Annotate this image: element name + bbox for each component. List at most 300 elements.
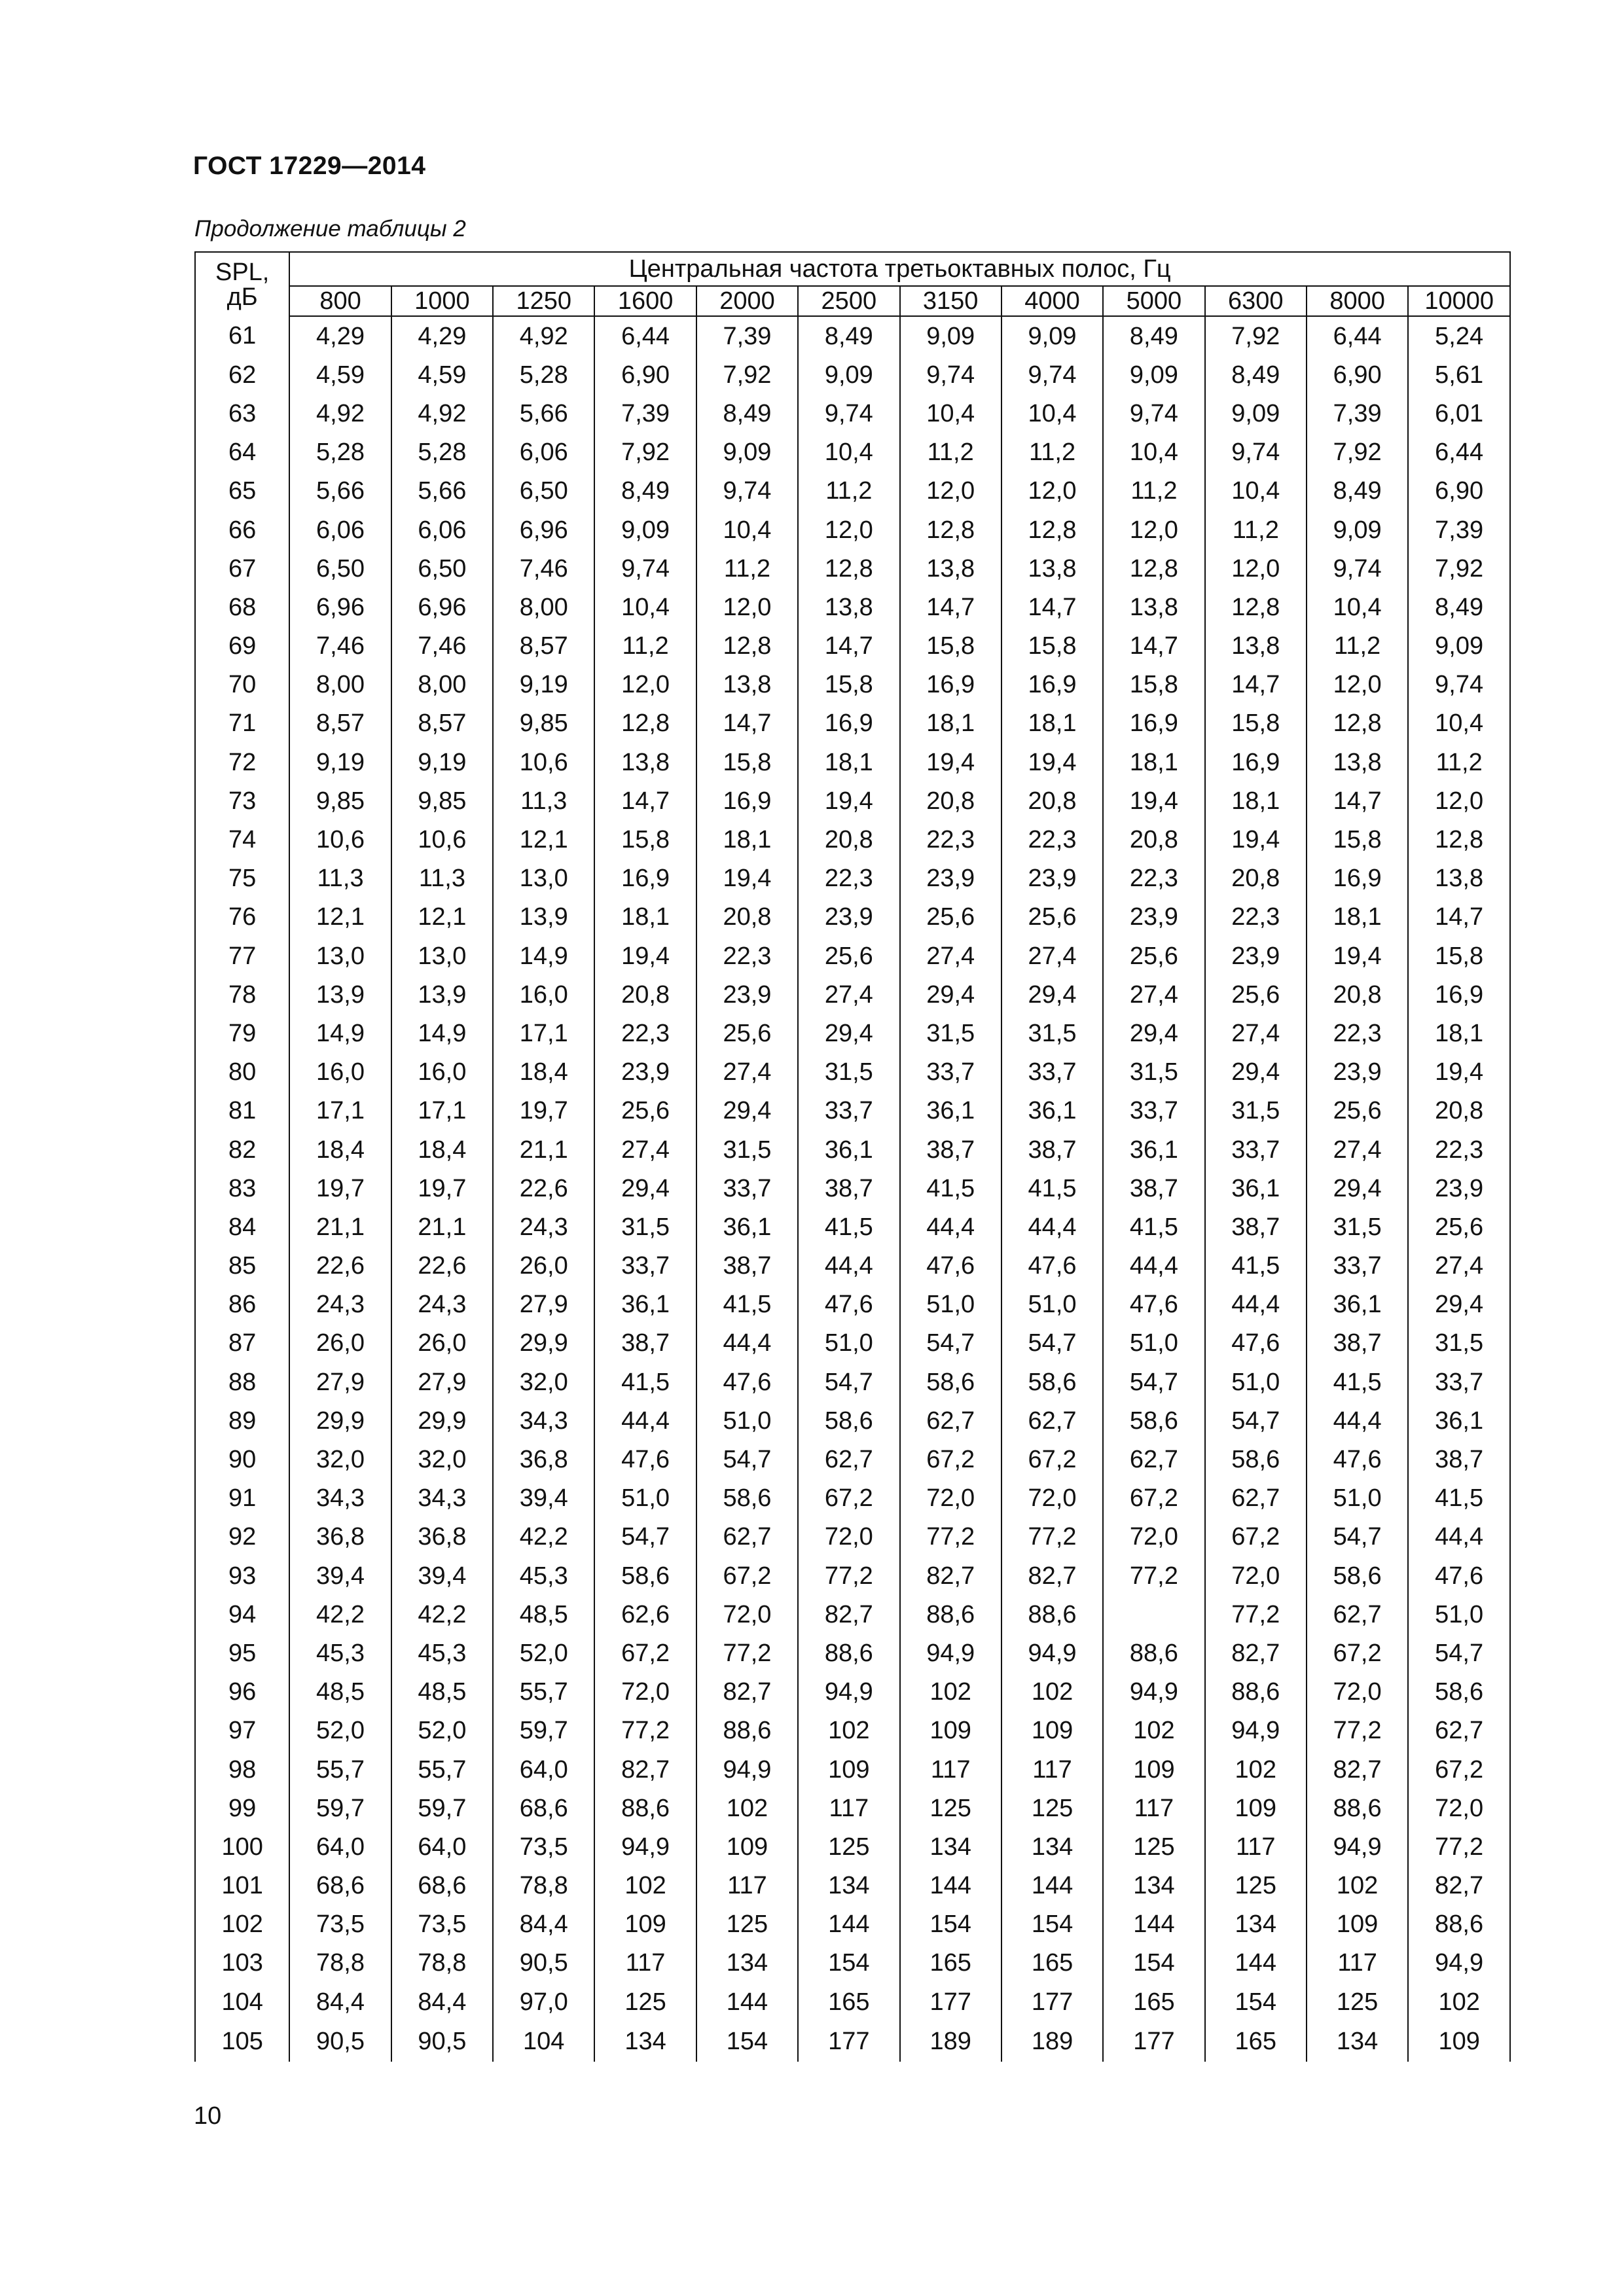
table-cell: 82,7 [1307,1750,1408,1789]
table-cell: 154 [798,1944,899,1982]
table-cell: 38,7 [1001,1130,1103,1169]
table-cell: 58,6 [594,1556,696,1595]
table-cell: 44,4 [594,1401,696,1440]
table-cell: 58,6 [696,1479,798,1518]
table-cell: 7,46 [289,627,391,666]
table-cell: 11,3 [289,859,391,898]
table-row [195,1595,1510,1634]
table-cell: 94,9 [1103,1673,1204,1712]
table-cell: 10,6 [493,743,594,781]
spl-value-cell: 76 [195,898,289,937]
table-cell: 6,01 [1408,394,1510,433]
spl-value-cell: 68 [195,588,289,626]
table-cell: 16,9 [594,859,696,898]
table-cell: 22,3 [1307,1014,1408,1052]
frequency-header-cell: 1600 [594,286,696,316]
table-cell: 38,7 [1307,1324,1408,1363]
table-cell: 29,4 [1001,975,1103,1014]
table-cell: 72,0 [1001,1479,1103,1518]
table-cell: 22,6 [289,1247,391,1285]
table-cell: 19,4 [696,859,798,898]
table-cell: 72,0 [696,1595,798,1634]
table-cell: 10,6 [289,820,391,859]
table-cell: 20,8 [900,781,1001,820]
table-cell: 15,8 [900,627,1001,666]
table-cell: 47,6 [696,1363,798,1401]
table-cell: 117 [1307,1944,1408,1982]
table-cell: 12,0 [1307,666,1408,704]
table-cell: 7,92 [1307,433,1408,472]
spl-value-cell: 65 [195,472,289,511]
table-cell: 8,49 [1103,316,1204,355]
table-cell: 109 [1103,1750,1204,1789]
table-cell: 14,9 [289,1014,391,1052]
table-cell: 5,66 [391,472,493,511]
table-cell: 5,61 [1408,355,1510,394]
table-cell: 27,9 [391,1363,493,1401]
table-cell: 24,3 [391,1285,493,1324]
table-cell: 6,44 [1307,316,1408,355]
table-cell: 68,6 [493,1789,594,1827]
table-cell: 27,4 [798,975,899,1014]
table-cell: 12,0 [900,472,1001,511]
table-cell: 78,8 [289,1944,391,1982]
table-row [195,1014,1510,1052]
table-cell: 4,59 [391,355,493,394]
table-cell: 15,8 [1205,704,1307,743]
table-cell: 11,3 [391,859,493,898]
table-cell: 117 [1001,1750,1103,1789]
table-cell: 16,9 [696,781,798,820]
table-cell [1103,1595,1204,1634]
table-cell: 12,8 [1103,549,1204,588]
table-cell: 9,74 [1205,433,1307,472]
table-cell: 94,9 [900,1634,1001,1672]
table-cell: 8,00 [391,666,493,704]
table-cell: 7,92 [696,355,798,394]
table-cell: 12,0 [1408,781,1510,820]
table-cell: 27,4 [1001,937,1103,975]
table-cell: 9,09 [1205,394,1307,433]
table-cell: 6,06 [289,511,391,549]
table-row [195,1905,1510,1944]
table-cell: 36,8 [391,1518,493,1556]
table-row [195,975,1510,1014]
table-row [195,1944,1510,1982]
table-row [195,1556,1510,1595]
table-cell: 84,4 [289,1982,391,2021]
table-cell: 15,8 [1103,666,1204,704]
table-cell: 19,7 [289,1169,391,1208]
table-cell: 55,7 [289,1750,391,1789]
table-cell: 154 [1205,1982,1307,2021]
table-cell: 9,19 [391,743,493,781]
table-cell: 38,7 [1103,1169,1204,1208]
table-cell: 12,8 [1205,588,1307,626]
table-cell: 18,4 [493,1053,594,1092]
table-cell: 67,2 [1001,1440,1103,1479]
table-cell: 9,19 [493,666,594,704]
table-cell: 47,6 [1205,1324,1307,1363]
table-cell: 102 [1307,1867,1408,1905]
table-cell: 68,6 [391,1867,493,1905]
spl-value-cell: 62 [195,355,289,394]
table-cell: 67,2 [1205,1518,1307,1556]
table-row [195,1440,1510,1479]
table-cell: 109 [1001,1712,1103,1750]
table-cell: 22,6 [391,1247,493,1285]
table-cell: 25,6 [594,1092,696,1130]
table-cell: 47,6 [798,1285,899,1324]
table-cell: 90,5 [493,1944,594,1982]
table-cell: 62,7 [900,1401,1001,1440]
table-cell: 8,57 [391,704,493,743]
table-cell: 55,7 [493,1673,594,1712]
table-cell: 19,7 [493,1092,594,1130]
table-cell: 25,6 [1103,937,1204,975]
table-cell: 25,6 [900,898,1001,937]
table-cell: 4,92 [391,394,493,433]
table-cell: 82,7 [900,1556,1001,1595]
table-cell: 27,4 [1205,1014,1307,1052]
table-cell: 29,4 [1307,1169,1408,1208]
table-cell: 78,8 [391,1944,493,1982]
table-cell: 134 [1001,1827,1103,1866]
table-cell: 31,5 [696,1130,798,1169]
table-cell: 189 [1001,2021,1103,2062]
table-row [195,511,1510,549]
table-cell: 6,90 [594,355,696,394]
spl-value-cell: 104 [195,1982,289,2021]
table-cell: 10,4 [594,588,696,626]
table-cell: 13,8 [1307,743,1408,781]
table-cell: 144 [1103,1905,1204,1944]
table-cell: 4,59 [289,355,391,394]
table-cell: 9,85 [391,781,493,820]
table-row [195,743,1510,781]
table-cell: 25,6 [696,1014,798,1052]
table-cell: 154 [900,1905,1001,1944]
table-cell: 16,9 [1205,743,1307,781]
table-cell: 5,66 [493,394,594,433]
table-cell: 134 [900,1827,1001,1866]
spl-value-cell: 61 [195,316,289,355]
table-cell: 36,1 [1103,1130,1204,1169]
table-cell: 72,0 [798,1518,899,1556]
table-cell: 4,29 [289,316,391,355]
table-cell: 10,4 [900,394,1001,433]
table-row [195,1982,1510,2021]
spl-value-cell: 80 [195,1053,289,1092]
table-cell: 165 [1205,2021,1307,2062]
table-cell: 15,8 [1408,937,1510,975]
table-cell: 6,50 [289,549,391,588]
table-row [195,704,1510,743]
table-cell: 16,0 [493,975,594,1014]
table-cell: 13,8 [900,549,1001,588]
frequency-header-cell: 8000 [1307,286,1408,316]
table-cell: 5,24 [1408,316,1510,355]
table-cell: 7,39 [594,394,696,433]
table-cell: 25,6 [798,937,899,975]
table-cell: 41,5 [1205,1247,1307,1285]
spl-value-cell: 72 [195,743,289,781]
table-cell: 97,0 [493,1982,594,2021]
table-cell: 21,1 [493,1130,594,1169]
spl-value-cell: 66 [195,511,289,549]
table-cell: 125 [1001,1789,1103,1827]
table-cell: 25,6 [1001,898,1103,937]
table-cell: 42,2 [493,1518,594,1556]
table-cell: 11,2 [594,627,696,666]
table-cell: 8,00 [493,588,594,626]
table-cell: 10,4 [1307,588,1408,626]
table-row [195,820,1510,859]
table-cell: 42,2 [391,1595,493,1634]
table-cell: 26,0 [391,1324,493,1363]
table-cell: 31,5 [1103,1053,1204,1092]
table-cell: 33,7 [900,1053,1001,1092]
table-cell: 62,7 [1408,1712,1510,1750]
table-cell: 77,2 [1103,1556,1204,1595]
spl-value-cell: 95 [195,1634,289,1672]
table-cell: 38,7 [1205,1208,1307,1246]
table-cell: 144 [798,1905,899,1944]
table-cell: 22,3 [798,859,899,898]
table-cell: 18,1 [1408,1014,1510,1052]
table-cell: 16,9 [900,666,1001,704]
table-cell: 14,7 [1307,781,1408,820]
table-cell: 23,9 [1307,1053,1408,1092]
table-cell: 84,4 [391,1982,493,2021]
table-cell: 8,00 [289,666,391,704]
table-cell: 77,2 [594,1712,696,1750]
table-cell: 6,50 [493,472,594,511]
table-cell: 16,9 [798,704,899,743]
table-cell: 67,2 [696,1556,798,1595]
table-cell: 9,09 [1408,627,1510,666]
table-cell: 45,3 [493,1556,594,1595]
table-row [195,1130,1510,1169]
table-cell: 16,9 [1001,666,1103,704]
table-cell: 5,66 [289,472,391,511]
table-cell: 11,2 [1205,511,1307,549]
table-row [195,1789,1510,1827]
spl-header-line2: дБ [226,283,258,311]
table-cell: 77,2 [1408,1827,1510,1866]
table-cell: 41,5 [798,1208,899,1246]
table-cell: 41,5 [696,1285,798,1324]
table-cell: 102 [1408,1982,1510,2021]
table-cell: 54,7 [594,1518,696,1556]
table-cell: 144 [1001,1867,1103,1905]
table-cell: 6,50 [391,549,493,588]
table-cell: 94,9 [798,1673,899,1712]
table-cell: 29,9 [391,1401,493,1440]
table-cell: 14,9 [391,1014,493,1052]
spl-value-cell: 98 [195,1750,289,1789]
table-cell: 38,7 [798,1169,899,1208]
table-cell: 88,6 [1103,1634,1204,1672]
table-cell: 33,7 [1408,1363,1510,1401]
table-cell: 82,7 [1001,1556,1103,1595]
table-cell: 94,9 [1408,1944,1510,1982]
table-cell: 4,92 [289,394,391,433]
table-cell: 165 [798,1982,899,2021]
table-cell: 18,1 [1103,743,1204,781]
table-cell: 9,09 [1103,355,1204,394]
table-cell: 31,5 [594,1208,696,1246]
table-cell: 7,92 [1408,549,1510,588]
frequency-header-cell: 2000 [696,286,798,316]
table-cell: 102 [1205,1750,1307,1789]
table-cell: 23,9 [594,1053,696,1092]
table-cell: 51,0 [1103,1324,1204,1363]
table-cell: 33,7 [594,1247,696,1285]
table-cell: 9,85 [493,704,594,743]
table-cell: 33,7 [798,1092,899,1130]
table-cell: 12,0 [1205,549,1307,588]
table-cell: 13,8 [1408,859,1510,898]
table-cell: 14,7 [900,588,1001,626]
table-cell: 20,8 [1001,781,1103,820]
table-cell: 9,74 [696,472,798,511]
table-cell: 54,7 [1408,1634,1510,1672]
table-cell: 13,8 [594,743,696,781]
table-cell: 12,8 [1408,820,1510,859]
table-cell: 72,0 [900,1479,1001,1518]
table-cell: 59,7 [493,1712,594,1750]
table-cell: 94,9 [594,1827,696,1866]
table-cell: 4,92 [493,316,594,355]
table-cell: 58,6 [900,1363,1001,1401]
table-cell: 13,9 [289,975,391,1014]
table-cell: 67,2 [1408,1750,1510,1789]
table-cell: 16,0 [289,1053,391,1092]
table-row [195,1285,1510,1324]
table-cell: 90,5 [289,2021,391,2062]
table-cell: 6,96 [289,588,391,626]
frequency-header-cell: 10000 [1408,286,1510,316]
table-cell: 125 [1205,1867,1307,1905]
table-cell: 94,9 [696,1750,798,1789]
table-cell: 10,4 [1205,472,1307,511]
table-cell: 13,8 [1205,627,1307,666]
table-cell: 64,0 [391,1827,493,1866]
table-cell: 88,6 [594,1789,696,1827]
table-cell: 29,9 [493,1324,594,1363]
table-cell: 11,2 [900,433,1001,472]
table-cell: 31,5 [1307,1208,1408,1246]
table-cell: 19,4 [1307,937,1408,975]
table-cell: 59,7 [289,1789,391,1827]
table-cell: 41,5 [594,1363,696,1401]
table-cell: 10,4 [1001,394,1103,433]
table-cell: 20,8 [798,820,899,859]
table-cell: 13,8 [1001,549,1103,588]
table-row [195,627,1510,666]
table-cell: 134 [594,2021,696,2062]
table-cell: 54,7 [1307,1518,1408,1556]
table-cell: 7,92 [594,433,696,472]
table-cell: 109 [1307,1905,1408,1944]
table-cell: 54,7 [1001,1324,1103,1363]
table-cell: 88,6 [1001,1595,1103,1634]
table-cell: 117 [1103,1789,1204,1827]
table-cell: 189 [900,2021,1001,2062]
table-cell: 14,7 [1408,898,1510,937]
table-cell: 21,1 [391,1208,493,1246]
spl-value-cell: 99 [195,1789,289,1827]
table-cell: 31,5 [1001,1014,1103,1052]
table-cell: 22,3 [1408,1130,1510,1169]
table-cell: 54,7 [798,1363,899,1401]
table-cell: 165 [900,1944,1001,1982]
table-cell: 6,06 [391,511,493,549]
table-cell: 58,6 [1103,1401,1204,1440]
table-cell: 19,4 [798,781,899,820]
table-cell: 12,0 [1001,472,1103,511]
table-row [195,355,1510,394]
table-row [195,2021,1510,2062]
table-cell: 8,49 [594,472,696,511]
table-cell: 4,29 [391,316,493,355]
table-cell: 72,0 [1205,1556,1307,1595]
table-cell: 77,2 [1205,1595,1307,1634]
table-cell: 24,3 [493,1208,594,1246]
table-cell: 19,4 [1205,820,1307,859]
table-cell: 6,90 [1307,355,1408,394]
table-cell: 62,7 [1103,1440,1204,1479]
table-cell: 24,3 [289,1285,391,1324]
table-cell: 62,7 [1001,1401,1103,1440]
table-cell: 41,5 [1103,1208,1204,1246]
table-cell: 51,0 [1408,1595,1510,1634]
table-cell: 27,9 [289,1363,391,1401]
spl-value-cell: 73 [195,781,289,820]
table-cell: 88,6 [798,1634,899,1672]
table-cell: 7,39 [696,316,798,355]
table-row [195,1092,1510,1130]
table-cell: 77,2 [1001,1518,1103,1556]
table-cell: 16,9 [1408,975,1510,1014]
table-cell: 54,7 [1205,1401,1307,1440]
table-cell: 10,4 [696,511,798,549]
table-cell: 33,7 [1001,1053,1103,1092]
table-cell: 29,4 [1408,1285,1510,1324]
table-cell: 19,4 [1001,743,1103,781]
spl-value-cell: 69 [195,627,289,666]
table-cell: 58,6 [1205,1440,1307,1479]
table-row [195,1401,1510,1440]
table-cell: 109 [696,1827,798,1866]
frequency-header-cell: 5000 [1103,286,1204,316]
table-cell: 82,7 [1408,1867,1510,1905]
table-cell: 12,8 [1001,511,1103,549]
spl-value-cell: 67 [195,549,289,588]
table-cell: 19,4 [900,743,1001,781]
table-cell: 10,4 [1103,433,1204,472]
table-cell: 94,9 [1001,1634,1103,1672]
table-cell: 27,9 [493,1285,594,1324]
table-cell: 19,7 [391,1169,493,1208]
table-row [195,1479,1510,1518]
frequency-header-cell: 3150 [900,286,1001,316]
table-cell: 22,3 [1205,898,1307,937]
table-cell: 165 [1103,1982,1204,2021]
spl-value-cell: 105 [195,2021,289,2062]
table-row [195,1208,1510,1246]
